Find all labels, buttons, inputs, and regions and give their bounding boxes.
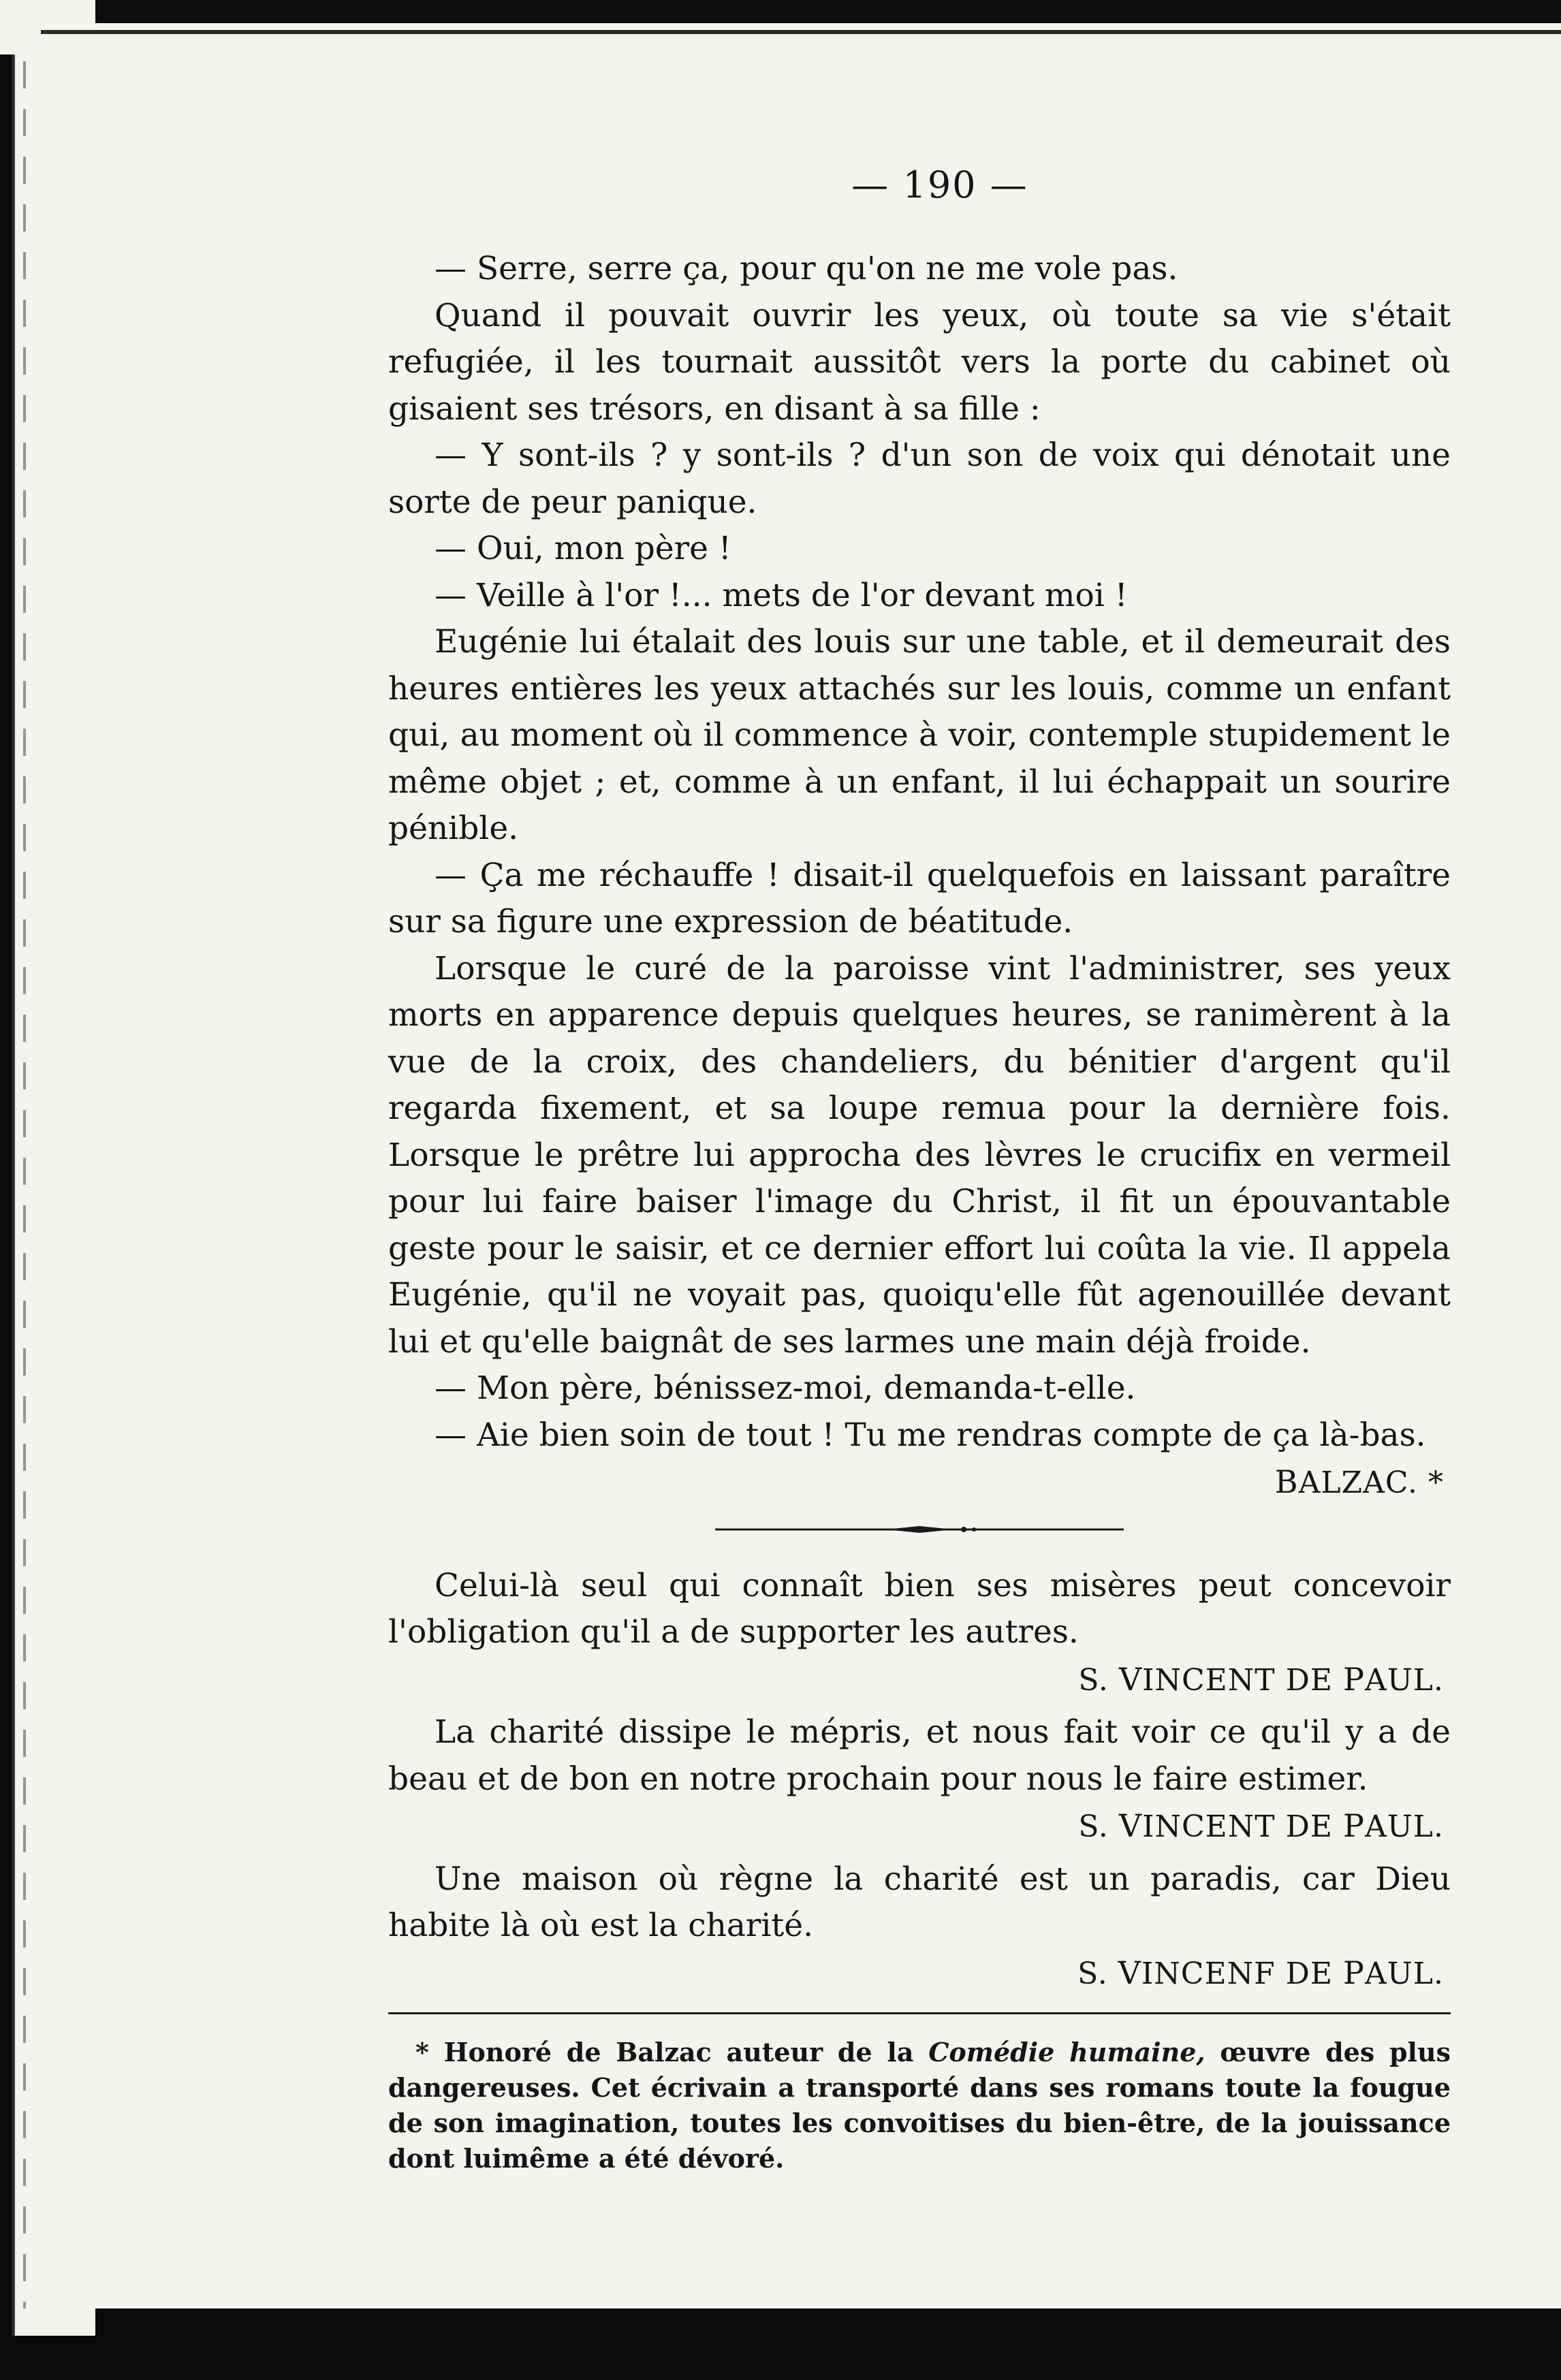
ornament-line-icon [715,1524,1124,1535]
quote-3-text: Une maison où règne la charité est un paradis, car Dieu habite là où est la charité. [388,1860,1451,1944]
text-line-5: — Veille à l'or !... mets de l'or devant moi ! [435,576,1128,614]
quote-1 [388,1563,1451,1704]
scan-edge-bottom-left [0,2336,95,2380]
scan-edge-bottom [95,2308,1561,2380]
text-line-10: — Aie bien soin de tout ! Tu me rendras compte de ça là-bas. [435,1416,1426,1454]
text-paragraph-6: Eugénie lui étalait des louis sur une table, et il demeurait des heures entières les yeux attachés sur les louis, comme un enfant qui, au moment où il commence à voir, contemple stupidement le même objet ; et, comme à un enfant, il lui échappait un sourire pénible. [388,623,1451,847]
text-paragraph-7: — Ça me réchauffe ! disait-il quelquefois en laissant paraître sur sa figure une expression de béatitude. [388,856,1451,940]
text-paragraph-2: Quand il pouvait ouvrir les yeux, où toute sa vie s'était refugiée, il les tournait aussitôt vers la porte du cabinet où gisaient ses trésors, en disant à sa fille : [388,296,1451,428]
scan-edge-top [95,0,1561,23]
quote-3 [388,1856,1451,1998]
quote-1-text: Celui-là seul qui connaît bien ses misères peut concevoir l'obligation qu'il a de supporter les autres. [388,1566,1451,1651]
quote-2-signature: S. VINCENT DE PAUL. [1078,1807,1444,1844]
scan-edge-left [0,54,15,2380]
scan-edge-top-line [41,30,1561,34]
footnote-divider [388,2012,1451,2014]
quote-1-signature: S. VINCENT DE PAUL. [1078,1660,1444,1698]
book-page [388,163,1451,2176]
text-line-4: — Oui, mon père ! [435,530,731,567]
quote-2-text: La charité dissipe le mépris, et nous fait voir ce qu'il y a de beau et de bon en notre prochain pour nous le faire estimer. [388,1713,1451,1798]
text-line-9: — Mon père, bénissez-moi, demanda-t-elle. [435,1369,1136,1407]
page-number: — 190 — [851,163,1028,206]
text-line-1: — Serre, serre ça, pour qu'on ne me vole pas. [435,250,1178,287]
scan-edge-left-line [23,61,26,2308]
text-paragraph-8: Lorsque le curé de la paroisse vint l'administrer, ses yeux morts en apparence depuis quelques heures, se ranimèrent à la vue de la croix, des chandeliers, du bénitier d'argent qu'il regarda fixement, et sa loupe remua pour la dernière fois. Lorsque le prêtre lui approcha des lèvres le crucifix en vermeil pour lui faire baiser l'image du Christ, il fit un épouvantable geste pour le saisir, et ce dernier effort lui coûta la vie. Il appela Eugénie, qu'il ne voyait pas, quoiqu'elle fût agenouillée devant lui et qu'elle baignât de ses larmes une main déjà froide. [388,949,1451,1361]
signature-balzac: BALZAC. * [1274,1463,1444,1500]
section-divider [715,1522,1124,1537]
footnote: * Honoré de Balzac auteur de la Comédie humaine, œuvre des plus dangereuses. Cet écrivain a transporté dans ses romans toute la fougue de son imagination, toutes les convoitises du bien-être, de la jouissance dont luimême a été dévoré. [388,2037,1451,2174]
text-paragraph-3: — Y sont-ils ? y sont-ils ? d'un son de voix qui dénotait une sorte de peur panique. [388,437,1451,521]
quote-2 [388,1709,1451,1851]
quote-3-signature: S. VINCENF DE PAUL. [1077,1954,1444,1991]
main-text [388,246,1451,1507]
